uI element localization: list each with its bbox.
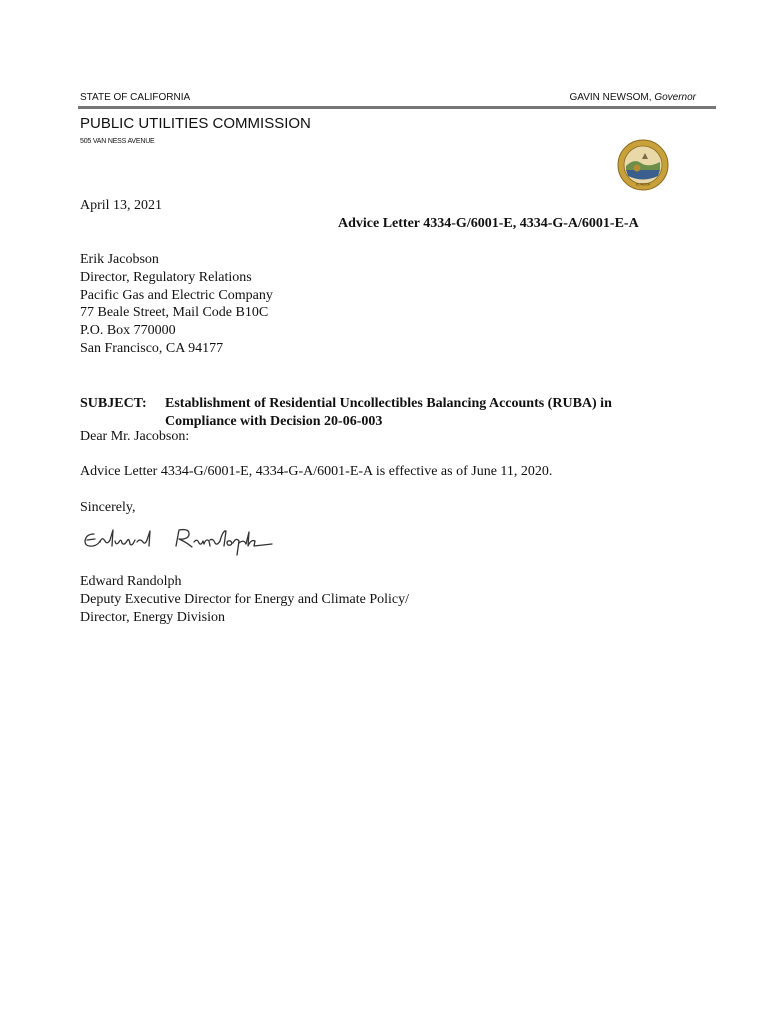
recipient-line: P.O. Box 770000 <box>80 323 176 339</box>
advice-letter-reference: Advice Letter 4334-G/6001-E, 4334-G-A/6001-E-A <box>338 216 639 231</box>
recipient-line: Director, Regulatory Relations <box>80 269 252 285</box>
salutation: Dear Mr. Jacobson: <box>80 429 190 444</box>
governor-line <box>569 92 696 103</box>
subject-block <box>80 395 612 430</box>
signatory-name: Edward Randolph <box>80 574 182 589</box>
subject-line-2: Compliance with Decision 20-06-003 <box>165 413 383 429</box>
state-name: STATE OF CALIFORNIA <box>80 92 191 103</box>
recipient-line: San Francisco, CA 94177 <box>80 340 224 356</box>
recipient-line: 77 Beale Street, Mail Code B10C <box>80 305 269 321</box>
recipient-line: Erik Jacobson <box>80 252 159 267</box>
subject-line-1: Establishment of Residential Uncollectibles Balancing Accounts (RUBA) in <box>165 396 612 411</box>
closing: Sincerely, <box>80 500 136 515</box>
header-rule <box>78 106 716 109</box>
letter-body: Advice Letter 4334-G/6001-E, 4334-G-A/6001-E-A is effective as of June 11, 2020. <box>80 464 553 479</box>
signatory-title: Deputy Executive Director for Energy and Climate Policy/ <box>80 591 410 607</box>
governor-title: Governor <box>654 92 696 103</box>
signatory-division: Director, Energy Division <box>80 609 225 625</box>
signatory-block <box>80 573 409 626</box>
recipient-line: Pacific Gas and Electric Company <box>80 287 273 303</box>
recipient-address <box>80 251 273 358</box>
subject-label: SUBJECT: <box>80 396 147 411</box>
letter-date: April 13, 2021 <box>80 198 163 213</box>
state-seal-icon <box>617 139 669 191</box>
agency-address: 505 VAN NESS AVENUE <box>80 138 155 145</box>
signature-image <box>80 522 280 558</box>
governor-name: GAVIN NEWSOM, <box>569 92 655 103</box>
agency-name: PUBLIC UTILITIES COMMISSION <box>80 115 311 132</box>
svg-text:EUREKA: EUREKA <box>635 182 651 187</box>
